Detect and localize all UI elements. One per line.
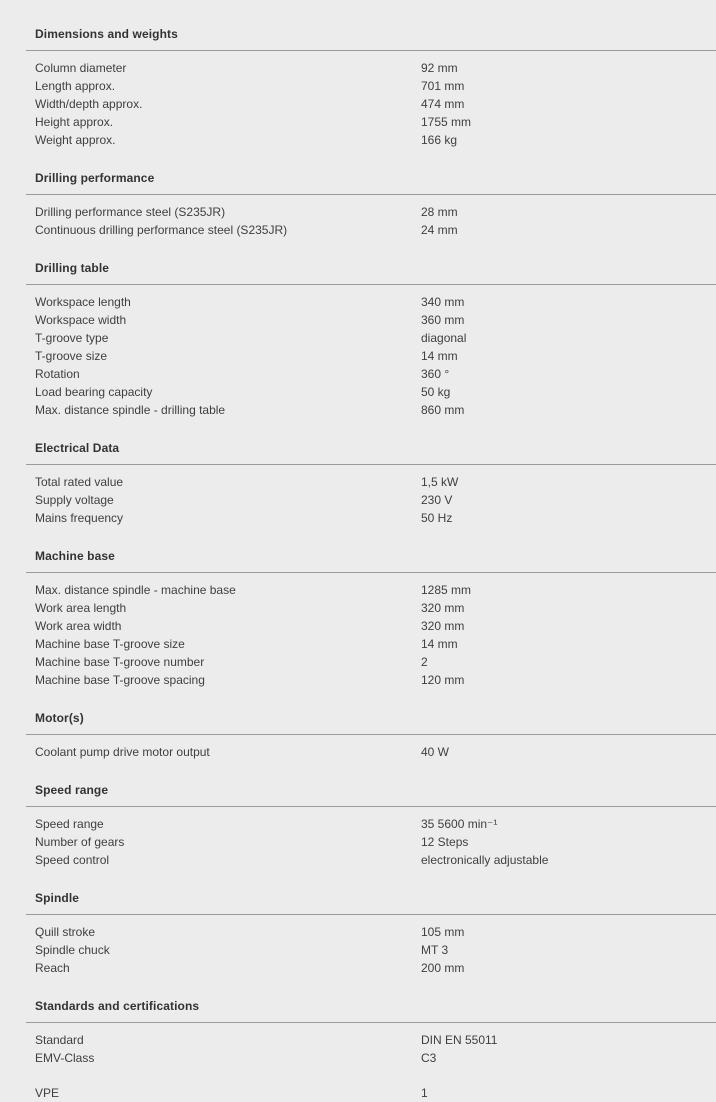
spec-value: 50 kg	[421, 385, 451, 399]
spec-rows	[0, 807, 716, 869]
spec-label: Load bearing capacity	[35, 385, 153, 399]
spec-label: Rotation	[35, 367, 80, 381]
spec-row	[0, 851, 716, 869]
spec-row	[0, 815, 716, 833]
spec-value: 340 mm	[421, 295, 465, 309]
spec-value: DIN EN 55011	[421, 1033, 498, 1047]
spec-label: Coolant pump drive motor output	[35, 745, 210, 759]
spec-label: Max. distance spindle - machine base	[35, 583, 236, 597]
spec-value: 360 °	[421, 367, 450, 381]
spec-row	[0, 635, 716, 653]
spec-rows	[0, 465, 716, 527]
spec-row	[0, 581, 716, 599]
vpe-section	[0, 1067, 716, 1102]
spec-row	[0, 293, 716, 311]
spec-row	[0, 959, 716, 977]
spec-label: Workspace length	[35, 295, 131, 309]
spec-row	[0, 743, 716, 761]
spec-label: T-groove type	[35, 331, 109, 345]
spec-value: 860 mm	[421, 403, 465, 417]
spec-row	[0, 1031, 716, 1049]
section-dimensions-and-weights	[0, 26, 716, 149]
spec-value: 1,5 kW	[421, 475, 459, 489]
spec-label: Reach	[35, 961, 70, 975]
spec-row	[0, 383, 716, 401]
spec-row	[0, 473, 716, 491]
spec-value: 35 5600 min⁻¹	[421, 817, 498, 831]
spec-label: Spindle chuck	[35, 943, 110, 957]
section-standards-and-certifications	[0, 998, 716, 1067]
spec-label: Quill stroke	[35, 925, 96, 939]
spec-rows	[0, 195, 716, 239]
section-title: Standards and certifications	[35, 999, 200, 1013]
spec-value: 14 mm	[421, 349, 458, 363]
spec-value: diagonal	[421, 331, 467, 345]
spec-row	[0, 491, 716, 509]
spec-label: Machine base T-groove number	[35, 655, 205, 669]
spec-row	[0, 77, 716, 95]
spec-row	[0, 509, 716, 527]
spec-value: 2	[421, 655, 428, 669]
spec-label: Machine base T-groove size	[35, 637, 185, 651]
spec-row	[0, 329, 716, 347]
spec-row	[0, 131, 716, 149]
spec-rows	[0, 51, 716, 149]
spec-label: EMV-Class	[35, 1051, 95, 1065]
vpe-row	[0, 1084, 716, 1102]
spec-label: Number of gears	[35, 835, 125, 849]
spec-value: 701 mm	[421, 79, 465, 93]
vpe-label: VPE	[35, 1086, 60, 1100]
spec-label: Work area width	[35, 619, 122, 633]
spec-label: Column diameter	[35, 61, 127, 75]
spec-label: Continuous drilling performance steel (S235JR)	[35, 223, 288, 237]
spec-row	[0, 95, 716, 113]
spec-row	[0, 599, 716, 617]
section-electrical-data	[0, 440, 716, 527]
spec-value: 92 mm	[421, 61, 458, 75]
spec-value: C3	[421, 1051, 437, 1065]
section-speed-range	[0, 782, 716, 869]
spec-label: Machine base T-groove spacing	[35, 673, 205, 687]
section-spacer	[0, 869, 716, 890]
spec-value: 320 mm	[421, 601, 465, 615]
spec-rows	[0, 915, 716, 977]
section-title: Electrical Data	[35, 441, 120, 455]
spec-label: Drilling performance steel (S235JR)	[35, 205, 226, 219]
section-drilling-performance	[0, 170, 716, 239]
spec-rows	[0, 573, 716, 689]
spec-value: 28 mm	[421, 205, 458, 219]
spec-label: Workspace width	[35, 313, 127, 327]
section-spacer	[0, 689, 716, 710]
spec-row	[0, 113, 716, 131]
spec-value: 320 mm	[421, 619, 465, 633]
spec-label: Standard	[35, 1033, 84, 1047]
section-spacer	[0, 419, 716, 440]
section-title: Drilling table	[35, 261, 110, 275]
spec-value: 105 mm	[421, 925, 465, 939]
spec-row	[0, 221, 716, 239]
spec-label: Supply voltage	[35, 493, 114, 507]
spec-label: Length approx.	[35, 79, 116, 93]
spec-label: Max. distance spindle - drilling table	[35, 403, 226, 417]
section-drilling-table	[0, 260, 716, 419]
spec-value: 14 mm	[421, 637, 458, 651]
spec-rows	[0, 285, 716, 419]
spec-label: Total rated value	[35, 475, 124, 489]
spec-value: 360 mm	[421, 313, 465, 327]
spec-value: 120 mm	[421, 673, 465, 687]
spec-row	[0, 833, 716, 851]
spec-rows	[0, 1023, 716, 1067]
section-spacer	[0, 527, 716, 548]
spec-value: electronically adjustable	[421, 853, 549, 867]
spec-label: Speed control	[35, 853, 110, 867]
spec-value: 200 mm	[421, 961, 465, 975]
spec-row	[0, 401, 716, 419]
spec-row	[0, 365, 716, 383]
section-machine-base	[0, 548, 716, 689]
spec-row	[0, 923, 716, 941]
section-title: Spindle	[35, 891, 80, 905]
spec-row	[0, 59, 716, 77]
section-title: Machine base	[35, 549, 115, 563]
spec-value: 24 mm	[421, 223, 458, 237]
section-motor-s	[0, 710, 716, 761]
spec-label: Height approx.	[35, 115, 114, 129]
spec-row	[0, 347, 716, 365]
spec-value: 40 W	[421, 745, 450, 759]
spec-label: Weight approx.	[35, 133, 116, 147]
spec-label: Mains frequency	[35, 511, 124, 525]
spec-row	[0, 941, 716, 959]
spec-value: 12 Steps	[421, 835, 469, 849]
section-spacer	[0, 977, 716, 998]
spec-row	[0, 311, 716, 329]
section-title: Speed range	[35, 783, 109, 797]
spec-row	[0, 671, 716, 689]
section-spacer	[0, 761, 716, 782]
spec-rows	[0, 735, 716, 761]
spec-row	[0, 653, 716, 671]
spec-label: Speed range	[35, 817, 104, 831]
spec-value: 1755 mm	[421, 115, 472, 129]
section-spacer	[0, 149, 716, 170]
vpe-value: 1	[421, 1086, 428, 1100]
spec-value: 474 mm	[421, 97, 465, 111]
spec-value: MT 3	[421, 943, 449, 957]
spec-row	[0, 1049, 716, 1067]
section-spindle	[0, 890, 716, 977]
spec-value: 50 Hz	[421, 511, 453, 525]
spec-label: Work area length	[35, 601, 127, 615]
spec-row	[0, 617, 716, 635]
section-title: Motor(s)	[35, 711, 84, 725]
spec-value: 230 V	[421, 493, 453, 507]
section-title: Dimensions and weights	[35, 27, 178, 41]
spec-label: Width/depth approx.	[35, 97, 143, 111]
spec-label: T-groove size	[35, 349, 108, 363]
spec-row	[0, 203, 716, 221]
spec-value: 166 kg	[421, 133, 458, 147]
spec-value: 1285 mm	[421, 583, 472, 597]
section-spacer	[0, 239, 716, 260]
section-title: Drilling performance	[35, 171, 155, 185]
